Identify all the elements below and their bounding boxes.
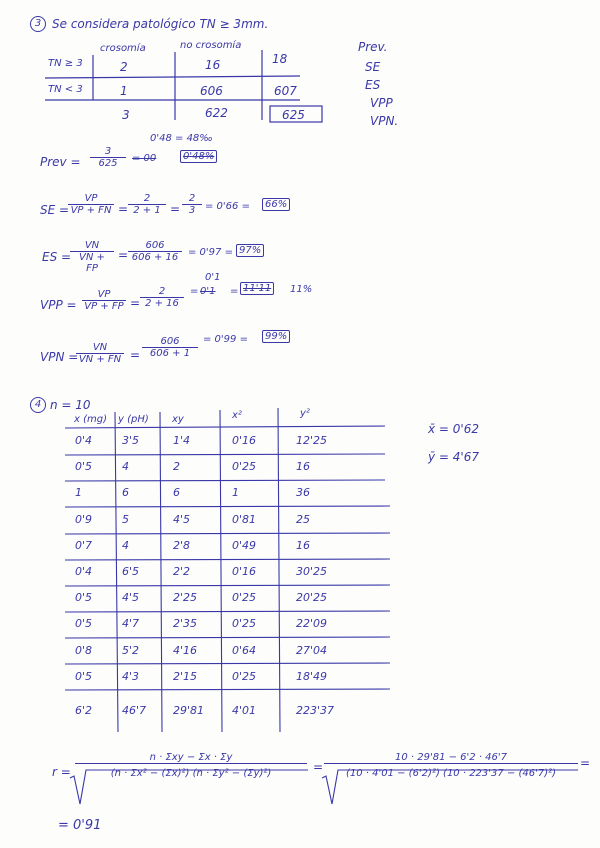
table-cell-y: 4'5 [122,591,140,605]
row-header-tn-lt3: TN < 3 [48,84,83,95]
se-fraction-3: $\frac{2}{3}$ [182,193,202,216]
prev-scribble: = 00 [132,153,157,164]
table-cell-x2: 0'64 [232,643,257,657]
se-fraction-1: $\frac{VP}{VP + FN}$ [68,193,114,216]
table-cell-x: 0'5 [75,669,93,683]
table-cell-xy: 2'25 [173,591,198,605]
cell-row1-total: 18 [272,52,288,66]
table-cell-y: 6 [122,486,129,500]
vpn-result-box: 99% [262,330,290,343]
vpp-fraction-1: $\frac{VP}{VP + FP}$ [82,289,126,312]
table-cell-y2: 18'49 [296,669,328,683]
vpp-eq-3: = [230,286,239,297]
cell-c: 1 [120,84,128,98]
table-cell-y2: 16 [296,538,310,552]
se-eq-2: = [170,202,181,216]
table-cell-y2: 22'09 [296,617,328,631]
cell-b: 16 [205,58,221,72]
table-cell-y2: 12'25 [296,434,328,447]
total-cell-xy: 29'81 [173,704,205,717]
table-cell-y: 4 [122,538,129,552]
vpp-eq-2: = [190,286,199,297]
table-cell-y2: 30'25 [296,565,328,578]
vpn-eq-1: = [130,348,141,362]
table-cell-y2: 27'04 [296,643,328,657]
table-cell-x2: 0'16 [232,434,257,447]
table-cell-x2: 0'25 [232,591,257,605]
exercise-number-circle: 4 [30,396,46,413]
col-header-crosomia: crosomía [100,43,146,54]
r-result: = 0'91 [58,818,102,833]
table-cell-xy: 4'16 [173,643,198,657]
r-formula: n · Σxy − Σx · Σy (n · Σx² − (Σx)²) (n · Σy² − (Σy)²) [75,752,307,779]
vpp-result: 11% [290,284,313,295]
total-cell-y: 46'7 [122,704,147,717]
se-result-box: 66% [262,198,290,211]
exercise-number-circle: 3 [30,15,46,32]
table-cell-x: 1 [75,486,82,500]
table-cell-y: 5 [122,512,129,526]
se-decimal: = 0'66 = [205,201,250,212]
total-cell-y2: 223'37 [296,704,335,717]
col-header-x: x (mg) [74,414,107,425]
exercise-3-title: Se considera patológico TN ≥ 3mm. [52,17,269,31]
vpp-scribble: 0'1 [200,286,216,297]
vpp-top-note: 0'1 [205,272,221,283]
r-equals: = [313,760,324,774]
col-header-y: y (pH) [118,414,149,425]
legend-prev: Prev. [358,40,388,54]
table-cell-xy: 6 [173,486,180,500]
vpn-fraction-1: $\frac{VN}{VN + FN}$ [76,342,124,365]
cell-d: 606 [200,84,223,98]
table-cell-x: 0'5 [75,460,93,474]
table-cell-x: 0'9 [75,512,93,526]
legend-vpp: VPP [370,96,393,110]
table-cell-xy: 2'35 [173,617,198,631]
legend-vpn: VPN. [370,114,399,128]
total-cell-x2: 4'01 [232,704,257,717]
table-cell-xy: 2'2 [173,565,191,578]
col-header-no-crosomia: no crosomía [180,40,242,51]
table-cell-x: 0'4 [75,565,93,578]
cell-a: 2 [120,60,128,74]
prev-result-box: 0'48% [180,150,217,163]
table-cell-y: 5'2 [122,643,140,657]
table-cell-y: 3'5 [122,434,140,447]
table-cell-xy: 2'15 [173,669,198,683]
vpp-label: VPP = [40,298,77,312]
vpn-decimal: = 0'99 = [203,334,248,345]
table-cell-x2: 0'49 [232,538,257,552]
table-cell-xy: 2 [173,460,180,474]
es-fraction-2: $\frac{606}{606 + 16}$ [128,240,182,263]
vpn-fraction-2: $\frac{606}{606 + 1}$ [142,336,198,359]
table-cell-y2: 36 [296,486,310,500]
x-mean: x̄ = 0'62 [428,422,479,436]
table-cell-x2: 0'81 [232,512,257,526]
prev-label: Prev = [40,155,81,169]
col-header-xy: xy [172,414,184,425]
prev-fraction: $\frac{3}{625}$ [90,146,126,169]
table-cell-x: 0'7 [75,538,93,552]
r-label: r = [52,765,71,779]
col-header-y2: y² [300,408,310,419]
table-cell-x: 0'5 [75,617,93,631]
r-formula-substituted: $\frac{10 \cdot 29'81 - 6'2 \cdot 46'7}{\text{(10 · 4'01 − (6'2)²) (10 · 223'37 − (46'7)²)}}$ [324,752,578,779]
cell-col2-total: 622 [205,106,228,120]
se-fraction-2: $\frac{2}{2 + 1}$ [128,193,166,216]
table-cell-xy: 2'8 [173,538,191,552]
table-cell-y2: 16 [296,460,310,474]
cell-col1-total: 3 [122,108,130,122]
table-cell-y: 4 [122,460,129,474]
es-eq-1: = [118,248,129,262]
table-cell-x2: 0'16 [232,565,257,578]
table-cell-y2: 20'25 [296,591,328,605]
se-label: SE = [40,203,70,217]
es-label: ES = [42,250,72,264]
table-cell-y2: 25 [296,512,310,526]
vpp-eq-1: = [130,296,141,310]
sample-size: n = 10 [50,398,91,412]
table-cell-x2: 0'25 [232,460,257,474]
total-cell-x: 6'2 [75,704,93,717]
table-cell-x2: 0'25 [232,669,257,683]
col-header-x2: x² [232,410,242,421]
cell-grand-total: 625 [282,108,305,122]
vpn-label: VPN = [40,350,79,364]
table-cell-y: 4'7 [122,617,140,631]
se-eq-1: = [118,202,129,216]
r-equals-2: = [580,756,591,770]
table-cell-x2: 1 [232,486,239,500]
es-fraction-1: $\frac{VN}{VN + FP}$ [70,240,114,274]
cell-row2-total: 607 [274,84,297,98]
table-cell-y: 4'3 [122,669,140,683]
legend-es: ES [365,78,381,92]
table-cell-x2: 0'25 [232,617,257,631]
table-cell-xy: 4'5 [173,512,191,526]
vpp-fraction-2: $\frac{2}{2 + 16}$ [140,286,184,309]
es-decimal: = 0'97 = [188,247,233,258]
table-cell-x: 0'4 [75,434,93,447]
table-cell-x: 0'8 [75,643,93,657]
table-cell-x: 0'5 [75,591,93,605]
y-mean: ȳ = 4'67 [428,450,479,464]
table-cell-xy: 1'4 [173,434,191,447]
vpp-result-box: 11'11 [240,282,274,295]
legend-se: SE [365,60,381,74]
table-cell-y: 6'5 [122,565,140,578]
row-header-tn-ge3: TN ≥ 3 [48,58,83,69]
es-result-box: 97% [236,244,264,257]
prev-percent-note: 0'48 = 48‰ [150,133,213,144]
